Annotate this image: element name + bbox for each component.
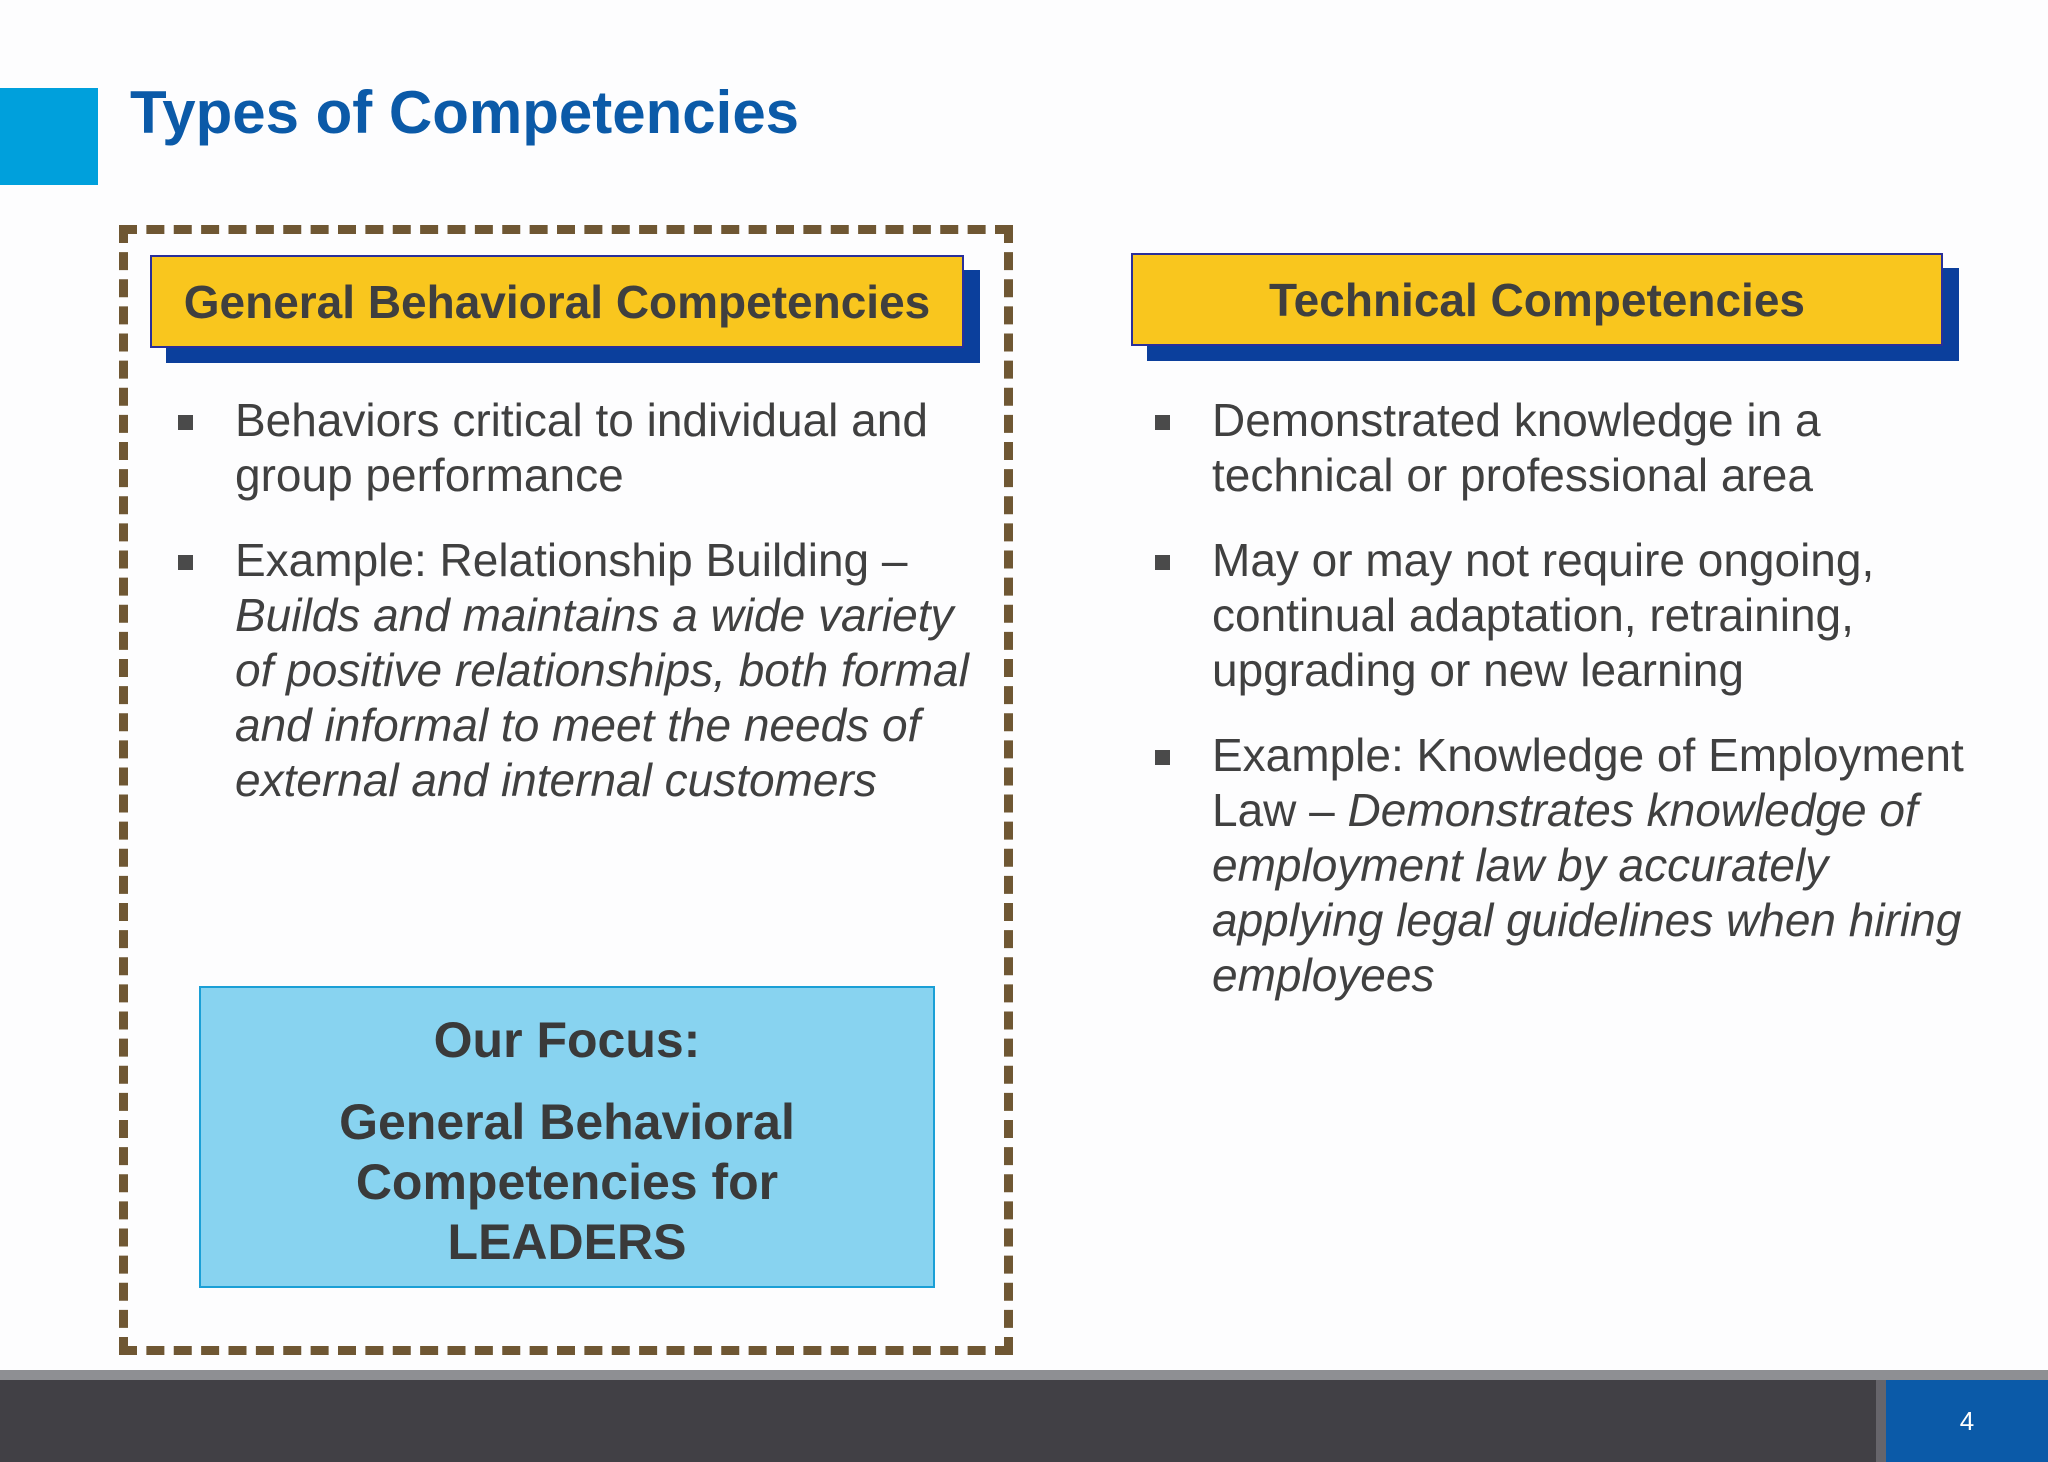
square-bullet-icon: [1155, 555, 1170, 570]
square-bullet-icon: [1155, 415, 1170, 430]
list-item: [178, 533, 978, 808]
square-bullet-icon: [1155, 750, 1170, 765]
footer-divider-strip: [0, 1370, 2048, 1380]
general-behavioral-bullet-list: [178, 393, 978, 838]
focus-body: General Behavioral Competencies for LEADERS: [339, 1094, 795, 1270]
technical-bullet-list: [1155, 393, 1975, 1033]
list-item: [1155, 393, 1975, 503]
bullet-text: Example: Knowledge of Employment Law –: [1212, 729, 1964, 836]
bullet-text: Behaviors critical to individual and group performance: [235, 394, 928, 501]
slide-title: Types of Competencies: [130, 79, 800, 146]
bullet-example-description: Demonstrates knowledge of employment law by accurately applying legal guidelines when hiring employees: [1212, 784, 1962, 1001]
list-item: [178, 393, 978, 503]
our-focus-box: [199, 986, 935, 1288]
technical-competencies-header: Technical Competencies: [1131, 253, 1943, 346]
bullet-text: Demonstrated knowledge in a technical or professional area: [1212, 394, 1821, 501]
footer-bar: [0, 1380, 2048, 1462]
page-number: 4: [1886, 1380, 2048, 1462]
square-bullet-icon: [178, 555, 193, 570]
focus-title: Our Focus:: [433, 1012, 701, 1068]
bullet-example-description: Builds and maintains a wide variety of positive relationships, both formal and informal to meet the needs of external and internal customers: [235, 589, 969, 806]
list-item: [1155, 728, 1975, 1003]
title-accent-square: [0, 88, 98, 185]
general-behavioral-header: General Behavioral Competencies: [150, 255, 964, 348]
square-bullet-icon: [178, 415, 193, 430]
footer-page-divider: [1876, 1380, 1886, 1462]
bullet-text: May or may not require ongoing, continual adaptation, retraining, upgrading or new learning: [1212, 534, 1875, 696]
list-item: [1155, 533, 1975, 698]
bullet-text: Example: Relationship Building –: [235, 534, 908, 586]
